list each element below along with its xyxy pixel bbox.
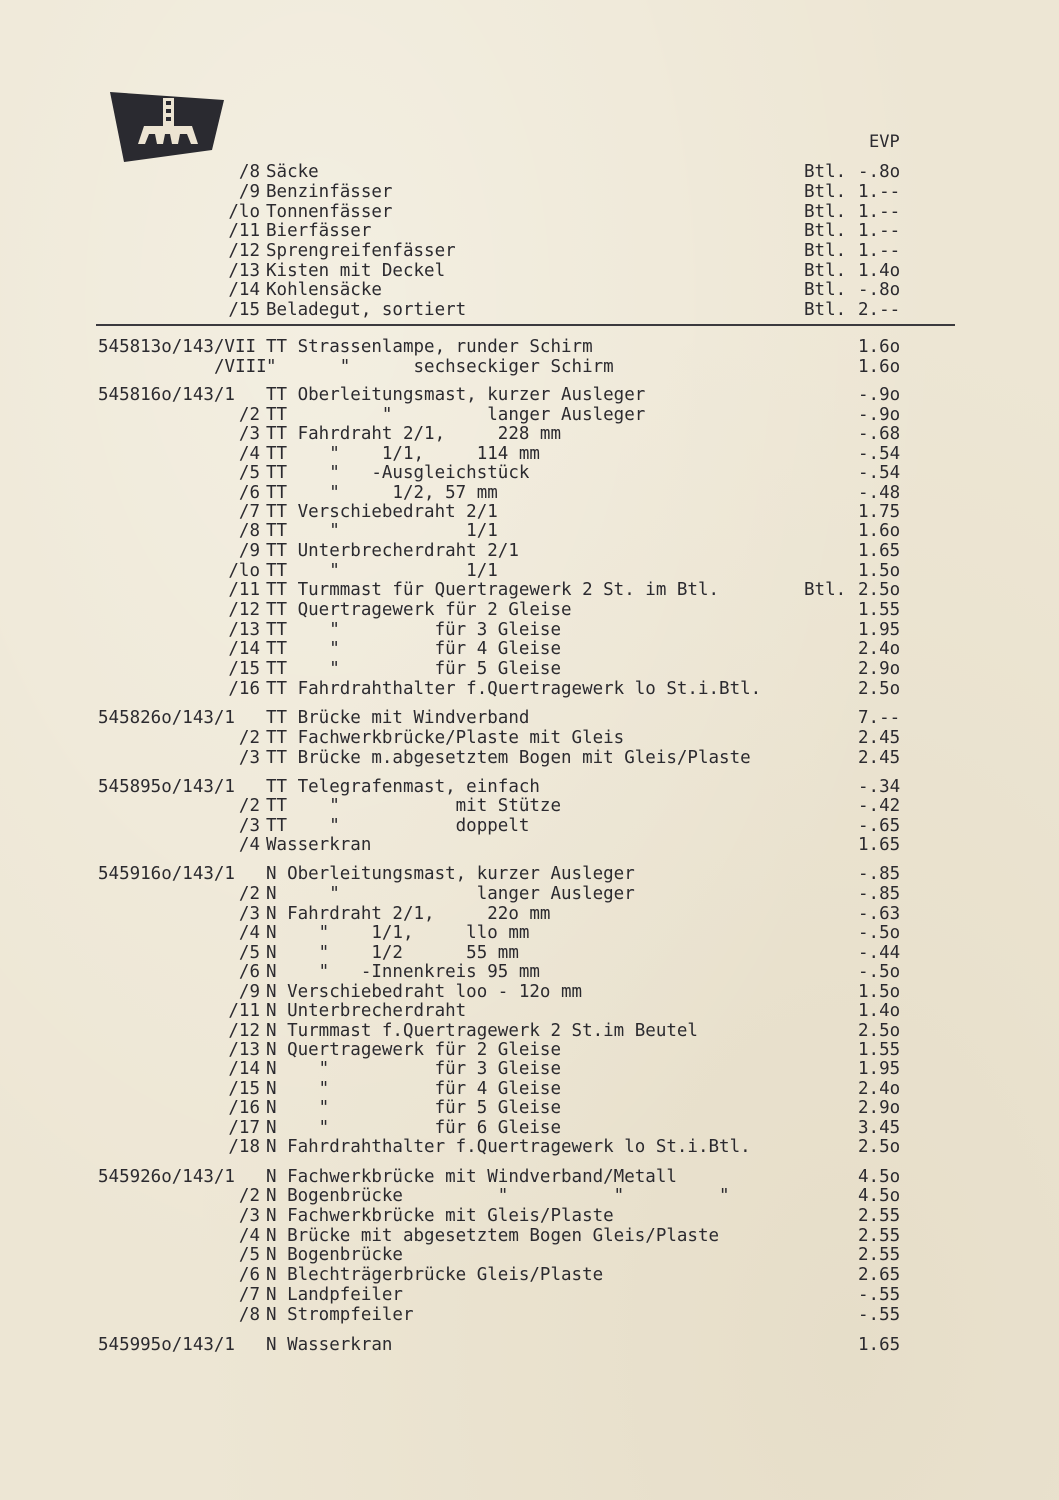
- price-value: 7.--: [858, 708, 901, 728]
- price-value: -.68: [858, 424, 901, 444]
- item-description: N Bogenbrücke " " ": [266, 1186, 730, 1206]
- sub-number: /13: [228, 620, 260, 640]
- sub-number: /16: [228, 1098, 260, 1118]
- table-row: [0, 639, 1059, 659]
- item-description: N Blechträgerbrücke Gleis/Plaste: [266, 1265, 604, 1285]
- sub-number: /lo: [228, 561, 260, 581]
- item-description: N Fachwerkbrücke mit Gleis/Plaste: [266, 1206, 614, 1226]
- sub-number: /7: [238, 502, 260, 522]
- item-description: TT Fahrdrahthalter f.Quertragewerk lo St.i.Btl.: [266, 679, 762, 699]
- item-description: TT Quertragewerk für 2 Gleise: [266, 600, 572, 620]
- price-value: -.9o: [858, 405, 901, 425]
- sub-number: /11: [228, 221, 260, 241]
- unit-label: Btl.: [804, 162, 847, 182]
- item-description: N Fahrdrahthalter f.Quertragewerk lo St.i.Btl.: [266, 1137, 751, 1157]
- price-value: 4.5o: [858, 1186, 901, 1206]
- item-description: TT " mit Stütze: [266, 796, 562, 816]
- sub-number: /3: [238, 1206, 260, 1226]
- table-row: [0, 1001, 1059, 1021]
- price-value: -.55: [858, 1305, 901, 1325]
- article-number: 545995o/143/1: [98, 1335, 235, 1355]
- item-description: TT " 1/1: [266, 521, 498, 541]
- sub-number: /16: [228, 679, 260, 699]
- item-description: TT Telegrafenmast, einfach: [266, 777, 540, 797]
- table-row: [0, 923, 1059, 943]
- price-value: -.9o: [858, 385, 901, 405]
- sub-number: /11: [228, 1001, 260, 1021]
- price-value: 2.55: [858, 1206, 901, 1226]
- table-row: [0, 561, 1059, 581]
- price-value: 2.55: [858, 1226, 901, 1246]
- table-row: [0, 1059, 1059, 1079]
- table-row: [0, 835, 1059, 855]
- evp-column-header: EVP: [869, 132, 900, 152]
- sub-number: /2: [238, 1186, 260, 1206]
- price-value: 2.55: [858, 1245, 901, 1265]
- sub-number: /17: [228, 1118, 260, 1138]
- price-value: -.54: [858, 463, 901, 483]
- table-row: [0, 1245, 1059, 1265]
- table-row: [0, 1118, 1059, 1138]
- table-row: [0, 816, 1059, 836]
- sub-number: /2: [238, 728, 260, 748]
- price-value: 1.65: [858, 541, 901, 561]
- price-value: 1.6o: [858, 357, 901, 377]
- item-description: N Brücke mit abgesetztem Bogen Gleis/Plaste: [266, 1226, 720, 1246]
- item-description: N " 1/1, llo mm: [266, 923, 530, 943]
- item-description: Kohlensäcke: [266, 280, 382, 300]
- item-description: TT Strassenlampe, runder Schirm: [266, 337, 593, 357]
- sub-number: /4: [238, 444, 260, 464]
- table-row: [0, 385, 1059, 405]
- item-description: TT " 1/1: [266, 561, 498, 581]
- sub-number: /3: [238, 816, 260, 836]
- item-description: " " sechseckiger Schirm: [266, 357, 614, 377]
- price-value: 1.55: [858, 1040, 901, 1060]
- sub-number: /4: [238, 923, 260, 943]
- item-description: TT " langer Ausleger: [266, 405, 646, 425]
- sub-number: /14: [228, 280, 260, 300]
- sub-number: /9: [238, 182, 260, 202]
- price-value: -.65: [858, 816, 901, 836]
- table-row: [0, 796, 1059, 816]
- price-value: 1.65: [858, 835, 901, 855]
- item-description: TT " für 4 Gleise: [266, 639, 562, 659]
- item-description: Beladegut, sortiert: [266, 300, 467, 320]
- table-row: [0, 202, 1059, 222]
- item-description: Benzinfässer: [266, 182, 393, 202]
- item-description: N Turmmast f.Quertragewerk 2 St.im Beutel: [266, 1021, 698, 1041]
- article-number: 545816o/143/1: [98, 385, 235, 405]
- sub-number: /4: [238, 835, 260, 855]
- price-value: 2.--: [858, 300, 901, 320]
- price-value: 1.65: [858, 1335, 901, 1355]
- price-value: -.55: [858, 1285, 901, 1305]
- table-row: [0, 1186, 1059, 1206]
- table-row: [0, 483, 1059, 503]
- table-row: [0, 1335, 1059, 1355]
- unit-label: Btl.: [804, 221, 847, 241]
- table-row: [0, 1305, 1059, 1325]
- item-description: N Fahrdraht 2/1, 22o mm: [266, 904, 551, 924]
- price-value: 2.5o: [858, 1137, 901, 1157]
- item-description: N Verschiebedraht loo - 12o mm: [266, 982, 583, 1002]
- item-description: TT " 1/2, 57 mm: [266, 483, 498, 503]
- price-value: 2.65: [858, 1265, 901, 1285]
- price-value: 3.45: [858, 1118, 901, 1138]
- table-row: [0, 521, 1059, 541]
- sub-number: /14: [228, 639, 260, 659]
- table-row: [0, 748, 1059, 768]
- price-value: 2.4o: [858, 1079, 901, 1099]
- table-row: [0, 620, 1059, 640]
- sub-number: /5: [238, 1245, 260, 1265]
- item-description: N " für 4 Gleise: [266, 1079, 562, 1099]
- sub-number: /12: [228, 241, 260, 261]
- price-value: 1.--: [858, 241, 901, 261]
- table-row: [0, 777, 1059, 797]
- table-row: [0, 1021, 1059, 1041]
- table-row: [0, 300, 1059, 320]
- sub-number: /2: [238, 796, 260, 816]
- item-description: N Landpfeiler: [266, 1285, 403, 1305]
- sub-number: /6: [238, 1265, 260, 1285]
- table-row: [0, 1206, 1059, 1226]
- table-row: [0, 1285, 1059, 1305]
- table-row: [0, 261, 1059, 281]
- sub-number: /6: [238, 962, 260, 982]
- price-value: 1.6o: [858, 337, 901, 357]
- table-row: [0, 659, 1059, 679]
- item-description: TT " doppelt: [266, 816, 530, 836]
- price-value: 2.9o: [858, 659, 901, 679]
- sub-number: /8: [238, 1305, 260, 1325]
- sub-number: /15: [228, 1079, 260, 1099]
- price-value: -.8o: [858, 280, 901, 300]
- unit-label: Btl.: [804, 241, 847, 261]
- price-value: -.8o: [858, 162, 901, 182]
- sub-number: /13: [228, 261, 260, 281]
- sub-number: /12: [228, 1021, 260, 1041]
- table-row: [0, 357, 1059, 377]
- item-description: TT Brücke m.abgesetztem Bogen mit Gleis/Plaste: [266, 748, 751, 768]
- item-description: N Quertragewerk für 2 Gleise: [266, 1040, 562, 1060]
- price-value: 1.95: [858, 620, 901, 640]
- table-row: [0, 580, 1059, 600]
- table-row: [0, 221, 1059, 241]
- item-description: TT " für 3 Gleise: [266, 620, 562, 640]
- item-description: N " für 3 Gleise: [266, 1059, 562, 1079]
- article-number: 545926o/143/1: [98, 1167, 235, 1187]
- price-value: 2.4o: [858, 639, 901, 659]
- table-row: [0, 884, 1059, 904]
- manufacturer-logo-icon: [108, 88, 226, 164]
- article-number: 545813o/143/VII: [98, 337, 257, 357]
- price-value: 1.6o: [858, 521, 901, 541]
- item-description: N Wasserkran: [266, 1335, 393, 1355]
- sub-number: /lo: [228, 202, 260, 222]
- sub-number: /15: [228, 659, 260, 679]
- item-description: N Oberleitungsmast, kurzer Ausleger: [266, 864, 635, 884]
- table-row: [0, 1040, 1059, 1060]
- sub-number: /12: [228, 600, 260, 620]
- table-row: [0, 864, 1059, 884]
- sub-number: /5: [238, 943, 260, 963]
- article-number: 545895o/143/1: [98, 777, 235, 797]
- item-description: N " für 6 Gleise: [266, 1118, 562, 1138]
- item-description: TT " -Ausgleichstück: [266, 463, 530, 483]
- table-row: [0, 1167, 1059, 1187]
- price-value: -.5o: [858, 923, 901, 943]
- table-row: [0, 982, 1059, 1002]
- section-divider: [96, 324, 955, 326]
- item-description: N " langer Ausleger: [266, 884, 635, 904]
- price-value: -.44: [858, 943, 901, 963]
- sub-number: /6: [238, 483, 260, 503]
- sub-number: /13: [228, 1040, 260, 1060]
- price-value: 1.--: [858, 202, 901, 222]
- item-description: Kisten mit Deckel: [266, 261, 446, 281]
- price-value: 2.45: [858, 748, 901, 768]
- price-value: -.54: [858, 444, 901, 464]
- unit-label: Btl.: [804, 580, 847, 600]
- item-description: TT Oberleitungsmast, kurzer Ausleger: [266, 385, 646, 405]
- sub-number: /3: [238, 424, 260, 444]
- table-row: [0, 502, 1059, 522]
- item-description: Säcke: [266, 162, 319, 182]
- item-description: TT Brücke mit Windverband: [266, 708, 530, 728]
- sub-number: /15: [228, 300, 260, 320]
- price-value: -.85: [858, 864, 901, 884]
- price-value: -.85: [858, 884, 901, 904]
- price-value: 1.--: [858, 221, 901, 241]
- price-value: -.48: [858, 483, 901, 503]
- table-row: [0, 182, 1059, 202]
- price-value: -.34: [858, 777, 901, 797]
- sub-number: /14: [228, 1059, 260, 1079]
- price-value: -.42: [858, 796, 901, 816]
- table-row: [0, 444, 1059, 464]
- item-description: TT Verschiebedraht 2/1: [266, 502, 498, 522]
- item-description: N " 1/2 55 mm: [266, 943, 519, 963]
- item-description: TT Unterbrecherdraht 2/1: [266, 541, 519, 561]
- table-row: [0, 337, 1059, 357]
- sub-number: /2: [238, 884, 260, 904]
- price-value: 2.5o: [858, 580, 901, 600]
- sub-number: /9: [238, 541, 260, 561]
- sub-number: /9: [238, 982, 260, 1002]
- unit-label: Btl.: [804, 182, 847, 202]
- table-row: [0, 1098, 1059, 1118]
- sub-number: /11: [228, 580, 260, 600]
- sub-number: /4: [238, 1226, 260, 1246]
- unit-label: Btl.: [804, 280, 847, 300]
- table-row: [0, 1137, 1059, 1157]
- item-description: TT " 1/1, 114 mm: [266, 444, 540, 464]
- table-row: [0, 162, 1059, 182]
- price-value: 1.4o: [858, 261, 901, 281]
- price-value: 1.55: [858, 600, 901, 620]
- unit-label: Btl.: [804, 261, 847, 281]
- sub-number: /7: [238, 1285, 260, 1305]
- table-row: [0, 463, 1059, 483]
- sub-number: /VIII: [214, 357, 267, 377]
- table-row: [0, 541, 1059, 561]
- item-description: N Strompfeiler: [266, 1305, 414, 1325]
- sub-number: /8: [238, 521, 260, 541]
- item-description: N Unterbrecherdraht: [266, 1001, 467, 1021]
- item-description: Tonnenfässer: [266, 202, 393, 222]
- price-value: 1.75: [858, 502, 901, 522]
- item-description: N " -Innenkreis 95 mm: [266, 962, 540, 982]
- sub-number: /5: [238, 463, 260, 483]
- price-value: 1.95: [858, 1059, 901, 1079]
- table-row: [0, 600, 1059, 620]
- table-row: [0, 708, 1059, 728]
- price-value: 2.45: [858, 728, 901, 748]
- item-description: N Fachwerkbrücke mit Windverband/Metall: [266, 1167, 677, 1187]
- price-value: 2.5o: [858, 679, 901, 699]
- table-row: [0, 904, 1059, 924]
- table-row: [0, 943, 1059, 963]
- item-description: Wasserkran: [266, 835, 372, 855]
- price-value: -.63: [858, 904, 901, 924]
- table-row: [0, 241, 1059, 261]
- table-row: [0, 962, 1059, 982]
- unit-label: Btl.: [804, 202, 847, 222]
- item-description: TT Turmmast für Quertragewerk 2 St. im Btl.: [266, 580, 720, 600]
- item-description: Sprengreifenfässer: [266, 241, 456, 261]
- table-row: [0, 405, 1059, 425]
- article-number: 545916o/143/1: [98, 864, 235, 884]
- item-description: N Bogenbrücke: [266, 1245, 403, 1265]
- price-value: 2.9o: [858, 1098, 901, 1118]
- price-value: 1.5o: [858, 561, 901, 581]
- price-value: 4.5o: [858, 1167, 901, 1187]
- item-description: Bierfässer: [266, 221, 372, 241]
- article-number: 545826o/143/1: [98, 708, 235, 728]
- item-description: TT " für 5 Gleise: [266, 659, 562, 679]
- item-description: TT Fachwerkbrücke/Plaste mit Gleis: [266, 728, 625, 748]
- item-description: TT Fahrdraht 2/1, 228 mm: [266, 424, 562, 444]
- table-row: [0, 1226, 1059, 1246]
- table-row: [0, 280, 1059, 300]
- price-value: 1.5o: [858, 982, 901, 1002]
- sub-number: /3: [238, 904, 260, 924]
- table-row: [0, 1079, 1059, 1099]
- unit-label: Btl.: [804, 300, 847, 320]
- sub-number: /18: [228, 1137, 260, 1157]
- table-row: [0, 424, 1059, 444]
- table-row: [0, 728, 1059, 748]
- sub-number: /3: [238, 748, 260, 768]
- price-value: 2.5o: [858, 1021, 901, 1041]
- price-value: 1.4o: [858, 1001, 901, 1021]
- price-value: 1.--: [858, 182, 901, 202]
- table-row: [0, 1265, 1059, 1285]
- item-description: N " für 5 Gleise: [266, 1098, 562, 1118]
- table-row: [0, 679, 1059, 699]
- sub-number: /2: [238, 405, 260, 425]
- price-value: -.5o: [858, 962, 901, 982]
- sub-number: /8: [238, 162, 260, 182]
